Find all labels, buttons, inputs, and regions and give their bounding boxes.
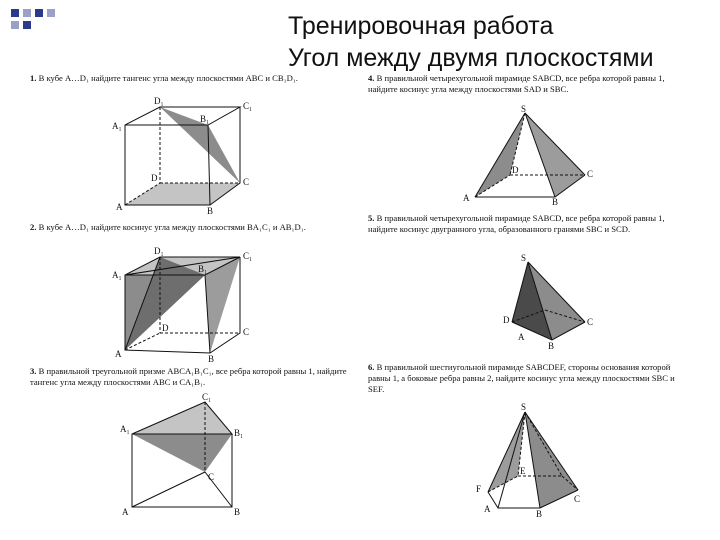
fig3-section — [132, 434, 232, 472]
fig1-label: A₁ — [112, 121, 122, 131]
problem-text: В правильной четырехугольной пирамиде SABCD, все ребра которой равны 1, найдите косинус двугранного угла, образованного гранями SBC и SCD. — [368, 213, 665, 234]
problem-number: 5. — [368, 213, 375, 223]
problem-5 — [368, 213, 686, 235]
problem-4 — [368, 73, 686, 95]
fig2-label: C — [243, 327, 250, 337]
figure-2-cube — [110, 245, 260, 363]
fig3-label: C — [208, 472, 215, 482]
fig6-label: C — [574, 494, 581, 504]
slide-title-line1: Тренировочная работа — [288, 12, 554, 40]
fig4-label: A — [463, 193, 470, 203]
problem-text: В правильной шестиугольной пирамиде SABCDEF, стороны основания которой равны 1, а боковые ребра равны 2, найдите косинус угла между плоскостями SBC и SEF. — [368, 362, 675, 394]
fig4-edge — [475, 113, 525, 197]
fig2-label: A — [115, 349, 122, 359]
problem-number: 3. — [30, 366, 37, 376]
fig2-label: D — [162, 323, 169, 333]
fig1-label: B — [207, 206, 214, 215]
decor-squares — [10, 8, 70, 38]
fig6-label: B — [536, 509, 543, 518]
problem-text: В кубе A…D₁ найдите тангенс угла между плоскостями ABC и CB₁D₁. — [38, 73, 298, 83]
fig6-label: A — [484, 504, 491, 514]
fig1-label: C — [243, 177, 250, 187]
fig2-label: C₁ — [243, 251, 253, 261]
fig5-label: B — [548, 341, 555, 350]
figure-6-pyramid — [470, 400, 585, 518]
fig4-label: B — [552, 197, 559, 205]
fig6-edge — [498, 412, 525, 508]
fig4-face-SBC — [525, 113, 585, 197]
fig6-label: F — [476, 484, 482, 494]
fig1-label: B₁ — [200, 114, 210, 124]
problem-2 — [30, 222, 348, 233]
fig1-label: D₁ — [154, 96, 164, 106]
fig4-label: S — [521, 105, 527, 114]
problem-number: 1. — [30, 73, 37, 83]
fig2-label: A₁ — [112, 270, 122, 280]
figure-1-cube — [110, 95, 260, 215]
figure-5-pyramid — [490, 250, 600, 350]
fig1-label: D — [151, 173, 158, 183]
fig3-label: B — [234, 507, 241, 517]
fig5-label: D — [503, 315, 510, 325]
fig4-label: C — [587, 169, 594, 179]
fig2-label: B — [208, 354, 215, 363]
problem-text: В правильной треугольной призме ABCA₁B₁C₁, все ребра которой равны 1, найдите тангенс угла между плоскостями ABC и CA₁B₁. — [30, 366, 347, 387]
figure-3-prism — [120, 392, 250, 518]
problem-number: 6. — [368, 362, 375, 372]
fig5-label: S — [521, 253, 527, 263]
fig3-label: A₁ — [120, 424, 130, 434]
fig6-label: S — [521, 402, 527, 412]
problem-3 — [30, 366, 348, 388]
fig5-label: A — [518, 332, 525, 342]
fig3-top-face — [132, 402, 232, 434]
fig2-label: B₁ — [198, 264, 208, 274]
problem-6 — [368, 362, 686, 395]
fig1-label: C₁ — [243, 101, 253, 111]
fig1-label: A — [116, 202, 123, 212]
fig6-label: E — [520, 466, 526, 476]
fig3-label: A — [122, 507, 129, 517]
fig2-label: D₁ — [154, 246, 164, 256]
fig5-label: C — [587, 317, 594, 327]
problem-text: В правильной четырехугольной пирамиде SABCD, все ребра которой равны 1, найдите косинус угла между плоскостями SAD и SBC. — [368, 73, 665, 94]
slide-title-line2: Угол между двумя плоскостями — [288, 44, 654, 72]
fig3-label: C₁ — [202, 392, 212, 402]
problem-text: В кубе A…D₁ найдите косинус угла между плоскостями BA₁C₁ и AB₁D₁. — [38, 222, 306, 232]
problem-number: 2. — [30, 222, 37, 232]
fig3-edge — [132, 472, 205, 507]
problem-1 — [30, 73, 348, 84]
fig4-label: D — [512, 165, 519, 175]
figure-4-pyramid — [455, 105, 600, 205]
fig3-label: B₁ — [234, 428, 244, 438]
problem-number: 4. — [368, 73, 375, 83]
